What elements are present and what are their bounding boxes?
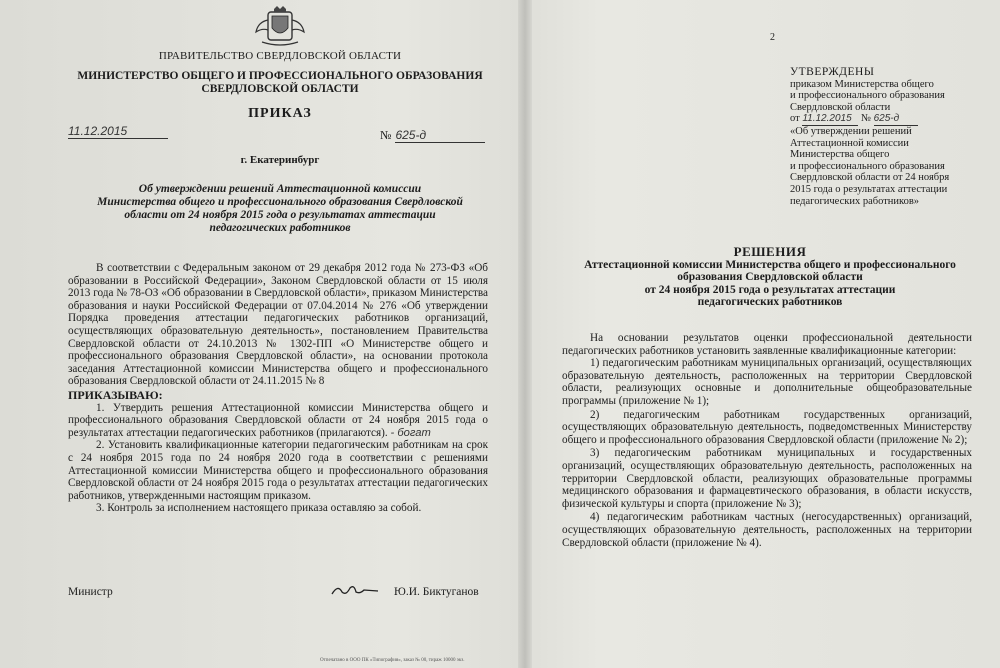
decision-item-3: 3) педагогическим работникам муниципальных и государственных организаций, осуществляющих образовательную деятельность, расположенных на территории Свердловской области, реализующих образовательные программы медицинского образования и фармацевтического образования, в области искусств, физической культуры и спорта (приложение № 3); bbox=[562, 447, 972, 510]
handwritten-note: - богат bbox=[390, 426, 431, 439]
decisions-intro: На основании результатов оценки профессиональной деятельности педагогических работников установить заявленные квалификационные категории: bbox=[562, 332, 972, 357]
minister-name: Ю.И. Биктуганов bbox=[394, 586, 479, 598]
preamble: В соответствии с Федеральным законом от 29 декабря 2012 года № 273-ФЗ «Об образовании в Российской Федерации», Законом Свердловской области от 15 июля 2013 года № 78-ОЗ «Об образовании в Свердловской области», приказом Министерства образования и науки Российской Федерации от 07.04.2014 № 276 «Об утверждении Порядка проведения аттестации педагогических работников организаций, осуществляющих образовательную деятельность», постановлением Правительства Свердловской области от 24.10.2013 № 1302-ПП «О Министерстве общего и профессионального образования Свердловской области», на основании протокола заседания Аттестационной комиссии Министерства общего и профессионального образования Свердловской области от 24.11.2015 № 8 bbox=[68, 262, 488, 388]
orders-heading: ПРИКАЗЫВАЮ: bbox=[68, 387, 163, 402]
government-heading: ПРАВИТЕЛЬСТВО СВЕРДЛОВСКОЙ ОБЛАСТИ bbox=[158, 50, 402, 62]
approval-stamp: УТВЕРЖДЕНЫ приказом Министерства общего и профессионального образования Свердловской области от 11.12.2015 № 625-д «Об утверждении решений Аттестационной комиссии Министерства общего и профессионального образования Свердловской области от 24 ноября 2015 года о результатах аттестации педагогических работников» bbox=[790, 67, 990, 207]
ministry-heading: МИНИСТЕРСТВО ОБЩЕГО И ПРОФЕССИОНАЛЬНОГО ОБРАЗОВАНИЯ СВЕРДЛОВСКОЙ ОБЛАСТИ bbox=[77, 70, 483, 95]
order-item-1: 1. Утвердить решения Аттестационной комиссии Министерства общего и профессионального образования Свердловской области от 24 ноября 2015 года о результатах аттестации педагогических работников (прилагаются). - богат bbox=[68, 401, 488, 439]
order-number: № 625-д bbox=[380, 128, 485, 143]
order-body bbox=[68, 262, 488, 515]
decision-item-2: 2) педагогическим работникам государственных организаций, осуществляющих образовательную деятельность, подведомственных Министерству общего и профессионального образования Свердловской области (приложение № 2); bbox=[562, 408, 972, 446]
coat-of-arms-emblem bbox=[250, 6, 310, 48]
print-footer: Отпечатано в ООО ПК «Типография», заказ № 00, тираж 10000 экз. bbox=[320, 658, 465, 663]
document-type: ПРИКАЗ bbox=[248, 106, 312, 121]
order-subject: Об утверждении решений Аттестационной комиссии Министерства общего и профессионального образования Свердловской области от 24 ноября 2015 года о результатах аттестации педагогических работников bbox=[97, 183, 463, 234]
order-item-3: 3. Контроль за исполнением настоящего приказа оставляю за собой. bbox=[96, 502, 422, 515]
city: г. Екатеринбург bbox=[240, 154, 320, 166]
order-date: 11.12.2015 bbox=[68, 124, 168, 139]
signature-icon bbox=[330, 582, 380, 598]
right-page bbox=[530, 0, 1000, 668]
decisions-heading: РЕШЕНИЯ Аттестационной комиссии Министерства общего и профессионального образования Свердловской области от 24 ноября 2015 года о результатах аттестации педагогических работников bbox=[584, 244, 956, 309]
page-number: 2 bbox=[770, 32, 775, 43]
minister-title: Министр bbox=[68, 586, 113, 598]
decision-item-4: 4) педагогическим работникам частных (негосударственных) организаций, осуществляющих образовательную деятельность, расположенных на территории Свердловской области (приложение № 4). bbox=[562, 511, 972, 549]
approval-date-number: от 11.12.2015 № 625-д bbox=[790, 113, 990, 126]
decisions-body bbox=[562, 332, 972, 549]
order-item-2: 2. Установить квалификационные категории педагогическим работникам на срок с 24 ноября 2015 года по 24 ноября 2020 года в соответствии с решениями Аттестационной комиссии Министерства общего и профессионального образования Свердловской области от 24 ноября 2015 года о результатах аттестации педагогических работников, утвержденными настоящим приказом. bbox=[68, 439, 488, 502]
decision-item-1: 1) педагогическим работникам муниципальных организаций, осуществляющих образовательную деятельность, расположенных на территории Свердловской области, реализующих основные и дополнительные общеобразовательные программы (приложение № 1); bbox=[562, 357, 972, 407]
